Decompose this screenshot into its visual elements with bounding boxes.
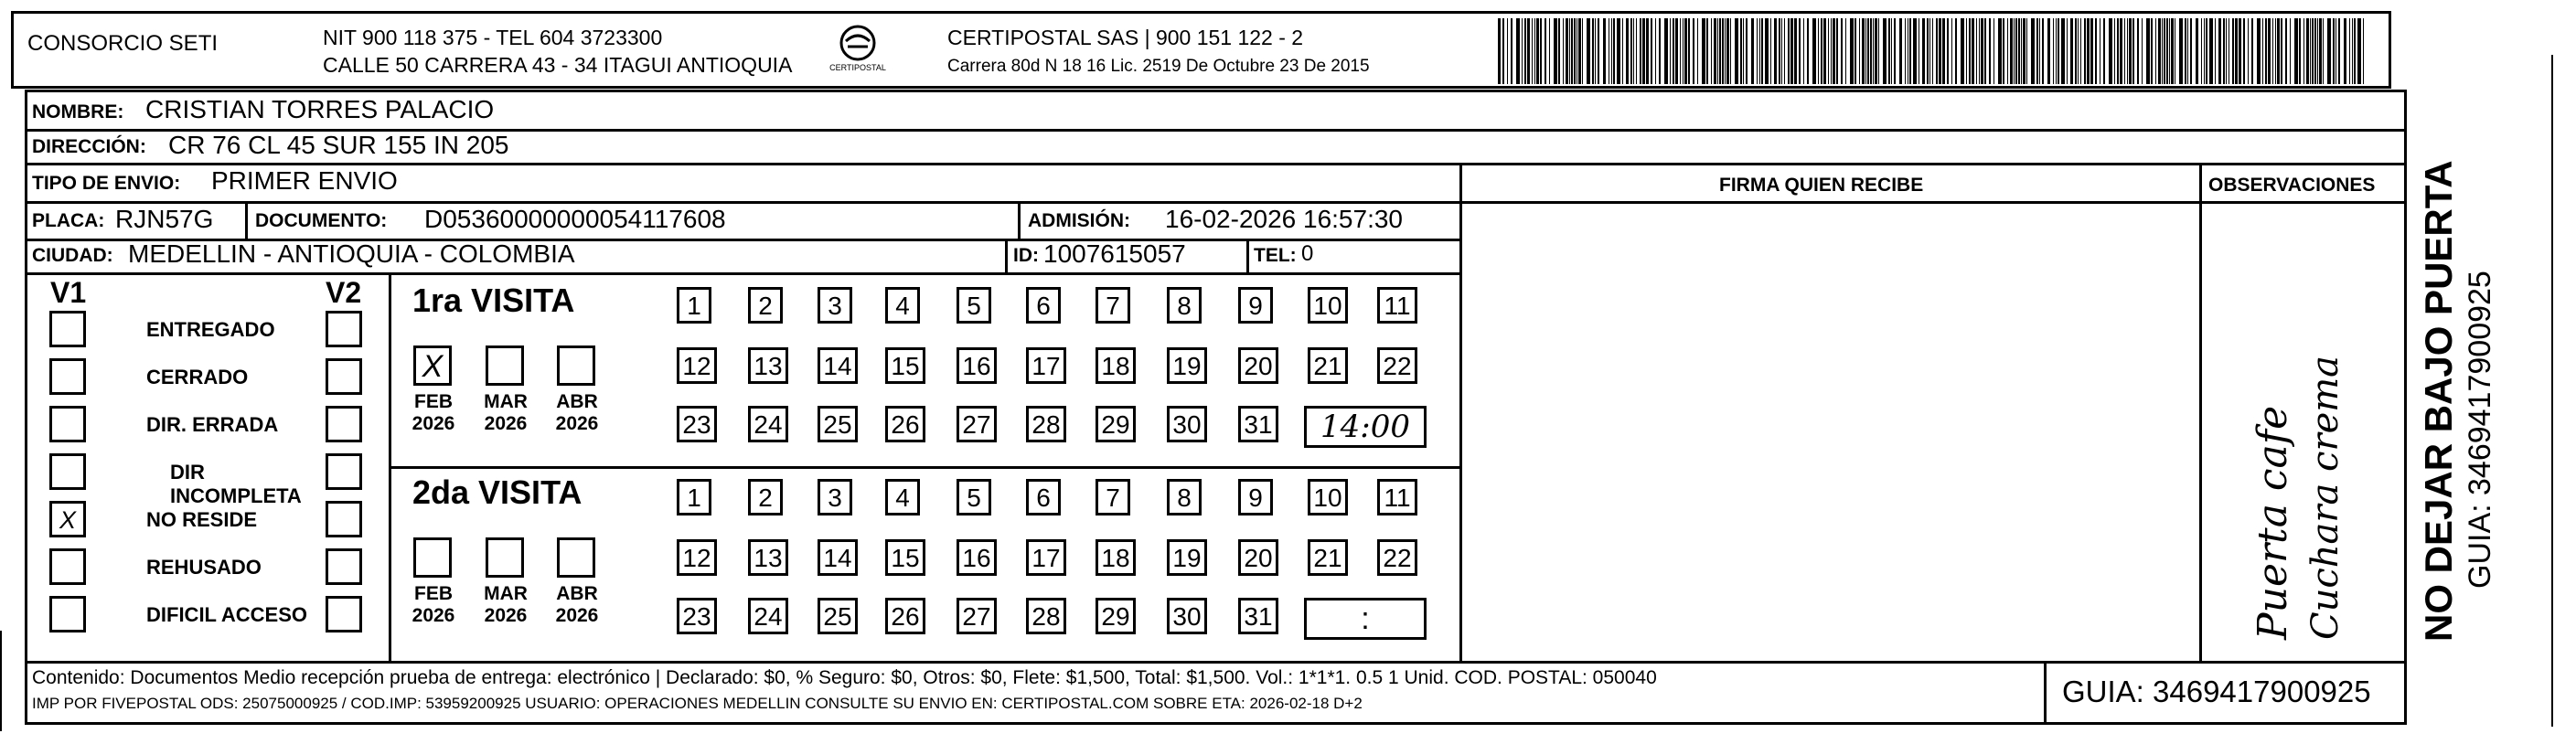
second-visit-day-box[interactable]: 10 (1308, 479, 1348, 515)
first-visit-day-box[interactable]: 19 (1167, 347, 1207, 384)
second-visit-month-year: 2026 (555, 605, 599, 626)
second-visit-month-checkbox-feb[interactable] (413, 537, 452, 578)
cell-divider (245, 201, 248, 239)
second-visit-day-box[interactable]: 6 (1026, 479, 1061, 515)
first-visit-day-box[interactable]: 1 (677, 287, 711, 324)
first-visit-day-box[interactable]: 2 (748, 287, 783, 324)
second-visit-month-label: FEB (414, 583, 453, 604)
row-divider (25, 201, 2407, 204)
first-visit-time-box[interactable]: 14:00 (1304, 406, 1427, 448)
id-value: 1007615057 (1043, 239, 1186, 268)
first-visit-day-box[interactable]: 29 (1096, 406, 1136, 442)
first-visit-day-box[interactable]: 4 (885, 287, 920, 324)
second-visit-day-box[interactable]: 5 (957, 479, 991, 515)
logo-text: CERTIPOSTAL (829, 63, 886, 72)
second-visit-day-box[interactable]: 20 (1238, 539, 1278, 576)
first-visit-day-box[interactable]: 15 (885, 347, 925, 384)
first-visit-day-box[interactable]: 28 (1026, 406, 1066, 442)
v2-status-checkbox[interactable] (326, 596, 362, 632)
first-visit-day-box[interactable]: 14 (818, 347, 858, 384)
v1-status-checkbox[interactable] (49, 596, 86, 632)
company-name: CONSORCIO SETI (27, 31, 219, 56)
first-visit-month-label: FEB (414, 391, 453, 412)
footer-guia: GUIA: 3469417900925 (2062, 675, 2371, 708)
admision-value: 16-02-2026 16:57:30 (1165, 205, 1403, 233)
status-label: DIR. ERRADA (146, 413, 279, 436)
first-visit-day-box[interactable]: 3 (818, 287, 852, 324)
second-visit-day-box[interactable]: 3 (818, 479, 852, 515)
first-visit-day-box[interactable]: 24 (748, 406, 788, 442)
cell-divider (1018, 201, 1021, 239)
page-edge-right (2551, 55, 2553, 727)
second-visit-title: 2da VISITA (412, 473, 583, 511)
second-visit-day-box[interactable]: 30 (1167, 598, 1207, 634)
certipostal-logo-icon (826, 23, 890, 80)
observation-line-1: Puerta cafe (2250, 405, 2296, 640)
v2-status-checkbox[interactable] (326, 358, 362, 395)
id-label: ID: (1013, 245, 1039, 266)
second-visit-day-box[interactable]: 19 (1167, 539, 1207, 576)
second-visit-day-box[interactable]: 14 (818, 539, 858, 576)
admision-label: ADMISIÓN: (1028, 210, 1130, 231)
second-visit-day-box[interactable]: 2 (748, 479, 783, 515)
company-address: CALLE 50 CARRERA 43 - 34 ITAGUI ANTIOQUIA (323, 53, 793, 77)
first-visit-day-box[interactable]: 6 (1026, 287, 1061, 324)
carrier-name: CERTIPOSTAL SAS | 900 151 122 - 2 (947, 26, 1304, 49)
first-visit-day-box[interactable]: 30 (1167, 406, 1207, 442)
second-visit-day-box[interactable]: 1 (677, 479, 711, 515)
second-visit-day-box[interactable]: 9 (1238, 479, 1273, 515)
first-visit-day-box[interactable]: 12 (677, 347, 717, 384)
second-visit-day-box[interactable]: 22 (1377, 539, 1417, 576)
direccion-value: CR 76 CL 45 SUR 155 IN 205 (168, 131, 509, 159)
first-visit-day-box[interactable]: 18 (1096, 347, 1136, 384)
second-visit-day-box[interactable]: 21 (1308, 539, 1348, 576)
first-visit-day-box[interactable]: 11 (1377, 287, 1417, 324)
tel-value: 0 (1301, 241, 1314, 266)
observations-divider (2199, 163, 2202, 662)
v1-status-checkbox[interactable] (49, 453, 86, 490)
second-visit-day-box[interactable]: 11 (1377, 479, 1417, 515)
first-visit-month-year: 2026 (412, 413, 455, 434)
v2-label: V2 (326, 276, 362, 309)
status-label: REHUSADO (146, 556, 262, 579)
second-visit-day-box[interactable]: 29 (1096, 598, 1136, 634)
v1-status-checkbox[interactable] (49, 358, 86, 395)
first-visit-day-box[interactable]: 7 (1096, 287, 1130, 324)
visit-divider (389, 466, 1460, 469)
second-visit-day-box[interactable]: 25 (818, 598, 858, 634)
first-visit-day-box[interactable]: 25 (818, 406, 858, 442)
second-visit-day-box[interactable]: 12 (677, 539, 717, 576)
second-visit-month-label: MAR (484, 583, 528, 604)
documento-value: D05360000000054117608 (424, 205, 726, 233)
nombre-label: NOMBRE: (32, 101, 124, 122)
first-visit-day-box[interactable]: 27 (957, 406, 997, 442)
first-visit-day-box[interactable]: 9 (1238, 287, 1273, 324)
second-visit-month-checkbox-mar[interactable] (486, 537, 524, 578)
page-edge-left (0, 631, 2, 731)
v1-label: V1 (50, 276, 87, 309)
first-visit-day-box[interactable]: 26 (885, 406, 925, 442)
first-visit-month-year: 2026 (484, 413, 528, 434)
ciudad-value: MEDELLIN - ANTIOQUIA - COLOMBIA (128, 239, 575, 268)
v1-status-checkbox[interactable]: X (49, 501, 86, 537)
first-visit-month-checkbox-feb[interactable]: X (413, 345, 452, 386)
second-visit-day-box[interactable]: 4 (885, 479, 920, 515)
placa-value: RJN57G (115, 205, 214, 233)
first-visit-day-box[interactable]: 16 (957, 347, 997, 384)
first-visit-day-box[interactable]: 5 (957, 287, 991, 324)
v2-status-checkbox[interactable] (326, 548, 362, 585)
first-visit-month-label: MAR (484, 391, 528, 412)
second-visit-time-box[interactable]: : (1304, 598, 1427, 640)
second-visit-day-box[interactable]: 15 (885, 539, 925, 576)
row-divider (25, 272, 1460, 275)
signature-divider (1459, 163, 1462, 662)
second-visit-day-box[interactable]: 24 (748, 598, 788, 634)
first-visit-day-box[interactable]: 21 (1308, 347, 1348, 384)
status-label: CERRADO (146, 366, 249, 388)
tipo-value: PRIMER ENVIO (211, 166, 398, 195)
second-visit-day-box[interactable]: 28 (1026, 598, 1066, 634)
header-barcode (1498, 18, 2374, 84)
second-visit-day-box[interactable]: 18 (1096, 539, 1136, 576)
second-visit-month-year: 2026 (412, 605, 455, 626)
v2-status-checkbox[interactable] (326, 501, 362, 537)
status-label: DIFICIL ACCESO (146, 603, 308, 626)
observations-header: OBSERVACIONES (2208, 175, 2376, 196)
row-divider (25, 163, 2407, 165)
first-visit-title: 1ra VISITA (412, 282, 575, 319)
first-visit-day-box[interactable]: 23 (677, 406, 717, 442)
tipo-label: TIPO DE ENVIO: (32, 173, 181, 194)
cell-divider (2044, 661, 2047, 725)
signature-header: FIRMA QUIEN RECIBE (1719, 175, 1924, 196)
first-visit-day-box[interactable]: 20 (1238, 347, 1278, 384)
company-nit: NIT 900 118 375 - TEL 604 3723300 (323, 26, 663, 49)
tel-label: TEL: (1254, 245, 1297, 266)
first-visit-month-year: 2026 (555, 413, 599, 434)
v2-status-checkbox[interactable] (326, 453, 362, 490)
first-visit-month-checkbox-mar[interactable] (486, 345, 524, 386)
first-visit-month-checkbox-abr[interactable] (557, 345, 595, 386)
second-visit-day-box[interactable]: 7 (1096, 479, 1130, 515)
v1-status-checkbox[interactable] (49, 406, 86, 442)
second-visit-day-box[interactable]: 31 (1238, 598, 1278, 634)
cell-divider (1005, 239, 1008, 273)
first-visit-day-box[interactable]: 13 (748, 347, 788, 384)
second-visit-day-box[interactable]: 23 (677, 598, 717, 634)
v2-status-checkbox[interactable] (326, 311, 362, 347)
v2-status-checkbox[interactable] (326, 406, 362, 442)
footer-contents: Contenido: Documentos Medio recepción prueba de entrega: electrónico | Declarado: $0, % Seguro: $0, Otros: $0, Flete: $1,500, Total: $1,500. Vol.: 1*1*1. 0.5 1 Unid. COD. POSTAL: 050040 (32, 667, 1657, 688)
placa-label: PLACA: (32, 210, 105, 231)
carrier-license: Carrera 80d N 18 16 Lic. 2519 De Octubre 23 De 2015 (947, 57, 1370, 76)
second-visit-day-box[interactable]: 17 (1026, 539, 1066, 576)
second-visit-day-box[interactable]: 8 (1167, 479, 1202, 515)
second-visit-day-box[interactable]: 13 (748, 539, 788, 576)
first-visit-day-box[interactable]: 8 (1167, 287, 1202, 324)
first-visit-day-box[interactable]: 17 (1026, 347, 1066, 384)
ciudad-label: CIUDAD: (32, 245, 113, 266)
first-visit-day-box[interactable]: 10 (1308, 287, 1348, 324)
second-visit-month-year: 2026 (484, 605, 528, 626)
second-visit-month-checkbox-abr[interactable] (557, 537, 595, 578)
documento-label: DOCUMENTO: (255, 210, 388, 231)
first-visit-month-label: ABR (556, 391, 598, 412)
status-label: ENTREGADO (146, 318, 275, 341)
observation-line-2: Cuchara crema (2304, 355, 2346, 640)
footer-divider (25, 661, 2407, 664)
second-visit-day-box[interactable]: 26 (885, 598, 925, 634)
first-visit-day-box[interactable]: 22 (1377, 347, 1417, 384)
cell-divider (1246, 239, 1249, 273)
v1-status-checkbox[interactable] (49, 548, 86, 585)
footer-imp: IMP POR FIVEPOSTAL ODS: 25075000925 / COD.IMP: 53959200925 USUARIO: OPERACIONES MEDELLIN CONSULTE SU ENVIO EN: CERTIPOSTAL.COM SOBRE ETA: 2026-02-18 D+2 (32, 695, 1363, 712)
side-guia: GUIA: 3469417900925 (2463, 271, 2497, 589)
status-label: NO RESIDE (146, 508, 258, 531)
second-visit-day-box[interactable]: 27 (957, 598, 997, 634)
nombre-value: CRISTIAN TORRES PALACIO (145, 95, 495, 123)
side-warning: NO DEJAR BAJO PUERTA (2417, 160, 2460, 642)
v1-status-checkbox[interactable] (49, 311, 86, 347)
first-visit-day-box[interactable]: 31 (1238, 406, 1278, 442)
direccion-label: DIRECCIÓN: (32, 136, 146, 157)
second-visit-day-box[interactable]: 16 (957, 539, 997, 576)
second-visit-month-label: ABR (556, 583, 598, 604)
